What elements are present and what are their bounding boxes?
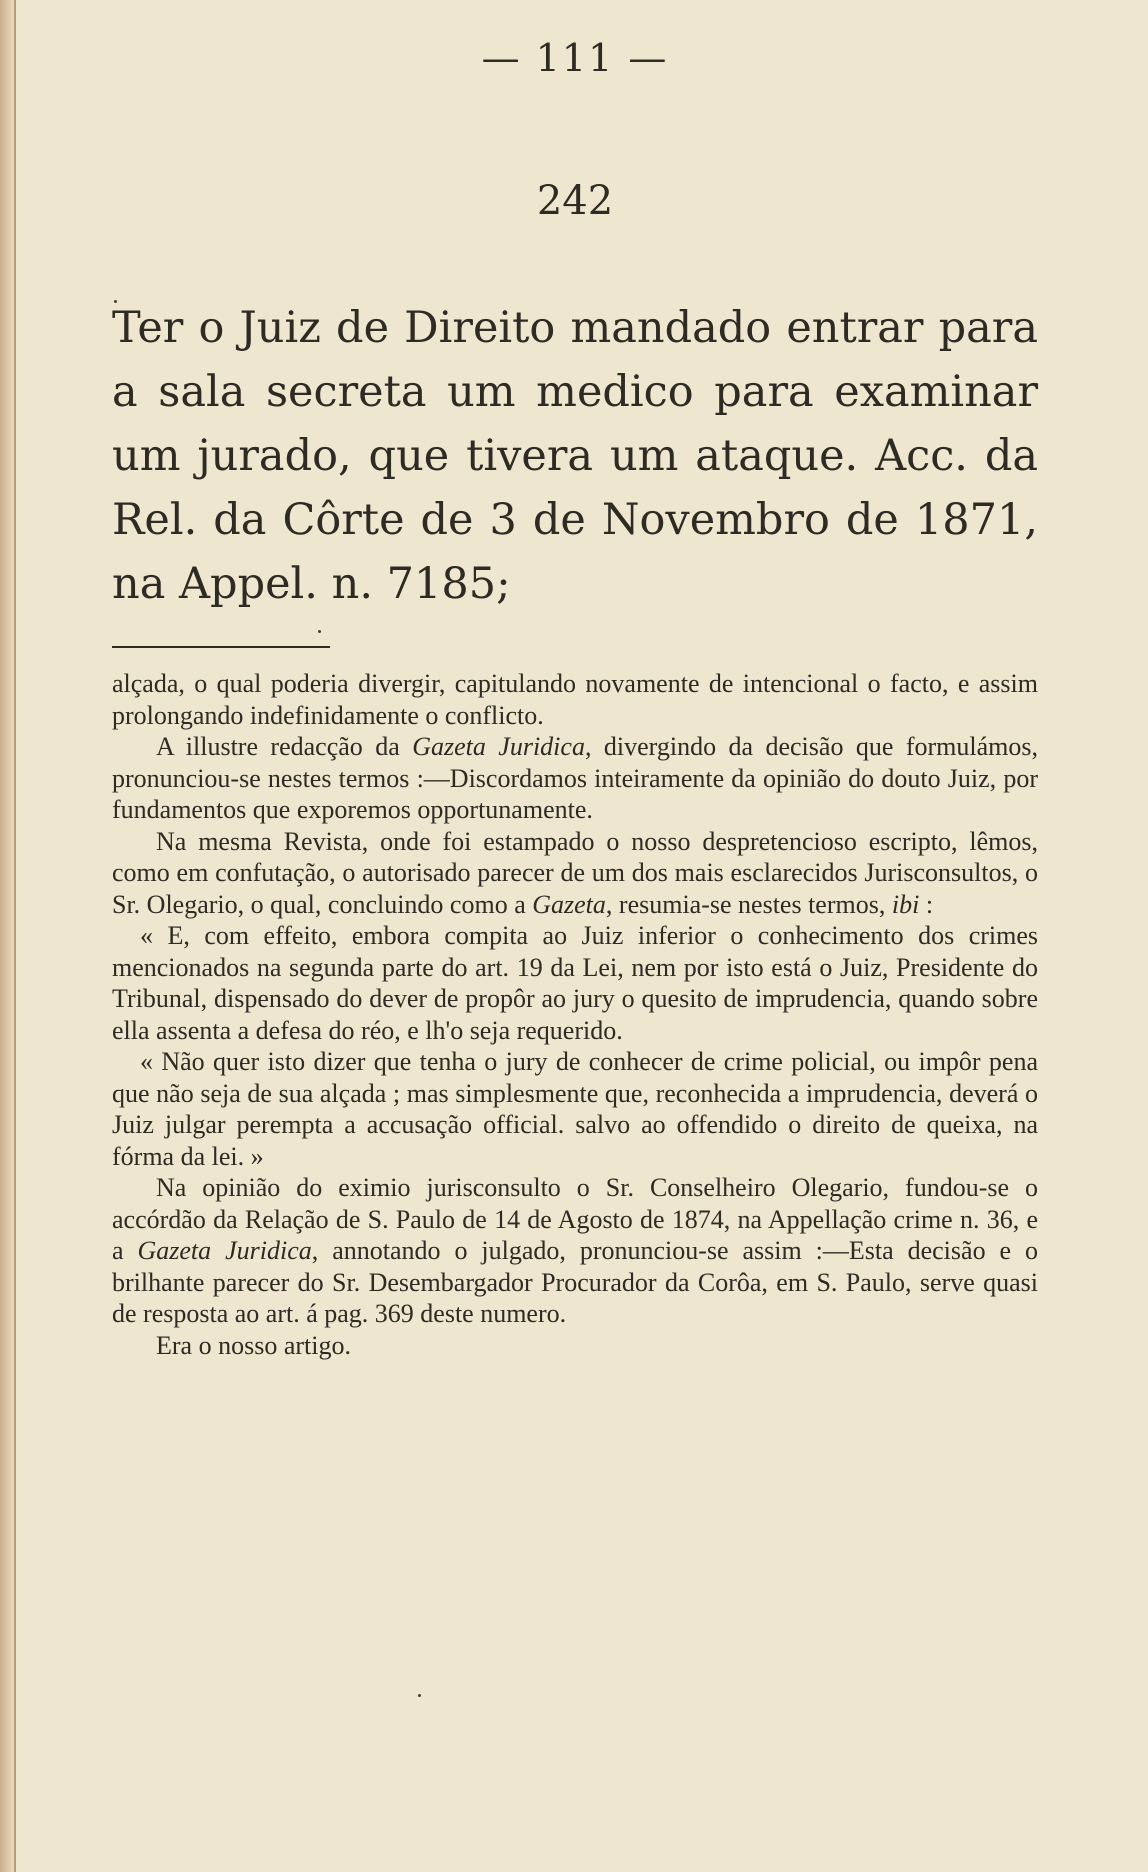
ink-speck	[114, 300, 117, 303]
note-paragraph-2	[112, 731, 1038, 826]
note-text: A illustre redacção da	[156, 732, 413, 761]
note-text: Na mesma Revista, onde foi estampado o nosso despretencioso escripto, lêmos, como em confutação, o autorisado parecer de um dos mais esclarecidos Jurisconsultos, o Sr. Olegario, o qual, concluindo como a	[112, 826, 1038, 919]
entry-number: 242	[536, 178, 614, 224]
ink-speck	[318, 630, 321, 633]
note-text: alçada, o qual poderia divergir, capitulando novamente de intencional o facto, e assim prolongando indefinidamente o conflicto.	[112, 669, 1038, 730]
note-italic: ibi	[891, 889, 920, 919]
note-text: , annotando o julgado, pronunciou-se assim :—Esta decisão e o brilhante parecer do Sr. Desembargador Procurador da Corôa, em S. Paulo, serve quasi de resposta ao art. á pag. 369 deste numero.	[112, 1236, 1038, 1328]
footnote-rule	[112, 646, 330, 648]
note-text: « Não quer isto dizer que tenha o jury de conhecer de crime policial, ou impôr pena que não seja de sua alçada ; mas simplesmente que, reconhecida a imprudencia, deverá o Juiz julgar perempta a accusação official. salvo ao offendido o direito de queixa, na fórma da lei. »	[112, 1047, 1038, 1171]
page-number: — 111 —	[481, 36, 669, 80]
main-paragraph: Ter o Juiz de Direito mandado entrar para a sala secreta um medico para examinar um jurado, que tivera um ataque. Acc. da Rel. da Côrte de 3 de Novembro de 1871, na Appel. n. 7185;	[112, 303, 1038, 609]
note-text: Na opinião do eximio jurisconsulto o Sr. Conselheiro Olegario, fundou-se o accórdão da Relação de S. Paulo de 14 de Agosto de 1874, na Appellação crime n. 36, e a	[112, 1173, 1038, 1265]
note-paragraph-1	[112, 668, 1038, 731]
note-text: , divergindo da decisão que formulámos, pronunciou-se nestes termos :—Discordamos inteiramente da opinião do douto Juiz, por fundamentos que exporemos opportunamente.	[112, 732, 1038, 824]
note-text: « E, com effeito, embora compita ao Juiz inferior o conhecimento dos crimes mencionados na segunda parte do art. 19 da Lei, nem por isto está o Juiz, Presidente do Tribunal, dispensado do dever de propôr ao jury o quesito de imprudencia, quando sobre ella assenta a defesa do réo, e lh'o seja requerido.	[112, 921, 1038, 1045]
note-text: Era o nosso artigo.	[156, 1330, 351, 1360]
note-paragraph-6	[112, 1172, 1038, 1330]
note-text: , resumia-se nestes termos,	[605, 889, 892, 919]
note-text: :	[919, 889, 934, 919]
binding-line	[14, 0, 16, 1872]
note-italic: Gazeta	[532, 889, 606, 919]
footnote-block	[112, 668, 1038, 1361]
note-italic: Gazeta Juridica	[412, 732, 585, 761]
quote-paragraph-1	[112, 920, 1038, 1046]
note-italic: Gazeta Juridica	[137, 1236, 312, 1265]
note-paragraph-3	[112, 826, 1038, 921]
quote-paragraph-2	[112, 1046, 1038, 1172]
page-binding-edge	[0, 0, 14, 1872]
note-paragraph-7	[112, 1330, 1038, 1362]
ink-speck	[418, 1694, 421, 1697]
